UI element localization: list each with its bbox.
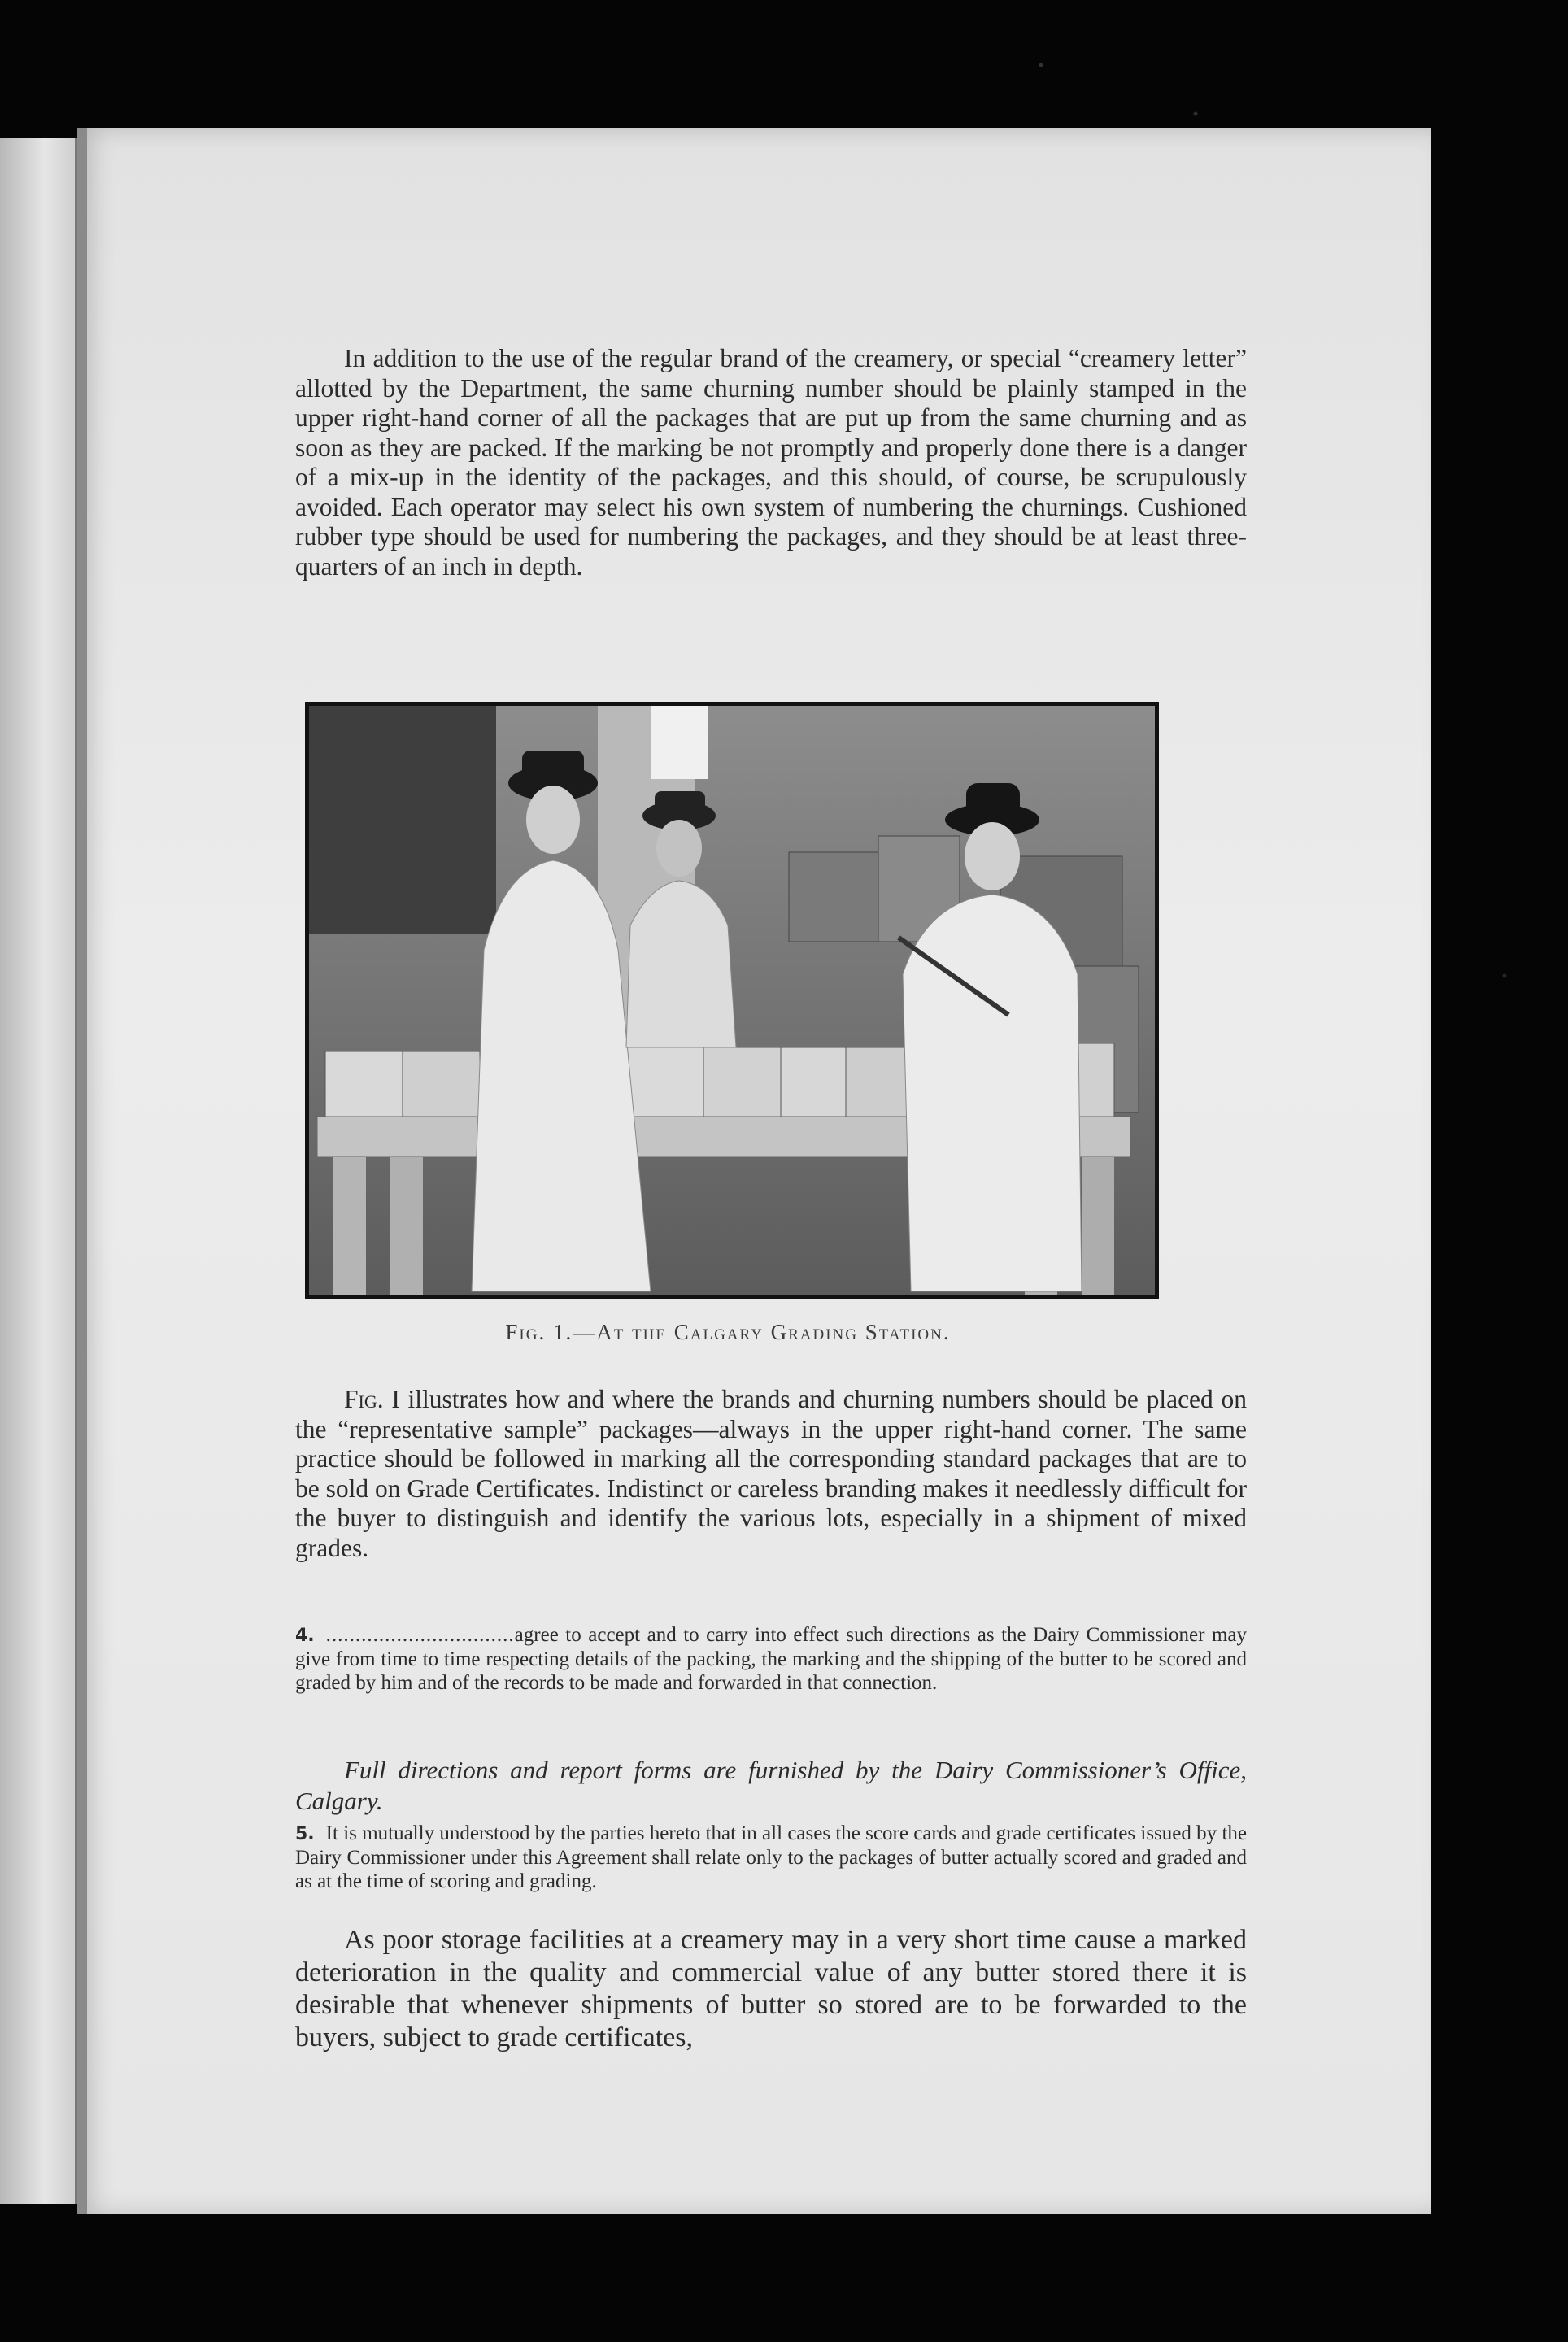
- grading-station-photo: [309, 706, 1155, 1295]
- clause-4-number: 4.: [295, 1626, 315, 1646]
- clause-5-text: It is mutually understood by the parties hereto that in all cases the score cards and grade certificates issued by the Dairy Commissioner under this Agreement shall relate only to the packages of butter actually scored and graded and as at the time of scoring and grading.: [295, 1822, 1247, 1892]
- paragraph-1: In addition to the use of the regular brand of the creamery, or special “creamery letter” allotted by the Department, the same churning number should be plainly stamped in the upper right-hand corner of all the packages that are put up from the same churning and as soon as they are packed. If the marking be not promptly and properly done there is a danger of a mix-up in the identity of the packages, and this should, of course, be scrupulously avoided. Each operator may select his own system of numbering the churnings. Cushioned rubber type should be used for numbering the packages, and they should be at least three-quarters of an inch in depth.: [295, 344, 1247, 581]
- facing-page-edge: [0, 138, 77, 2204]
- clause-4-blank: ................................: [325, 1624, 515, 1646]
- clause-4-text: agree to accept and to carry into effect such directions as the Dairy Commissioner may give from time to time respecting details of the packing, the marking and the shipping of the butter to be scored and graded by him and of the records to be made and forwarded in that connection.: [295, 1624, 1247, 1694]
- clause-4: [295, 1623, 1247, 1695]
- italic-note: Full directions and report forms are furnished by the Dairy Commissioner’s Office, Calgary.: [295, 1756, 1247, 1815]
- figure-photograph: [305, 702, 1159, 1299]
- page-gutter: [77, 128, 87, 2214]
- paragraph-2: [295, 1385, 1247, 1563]
- clause-5: [295, 1822, 1247, 1893]
- figure-reference: Fig. I: [344, 1385, 400, 1413]
- book-page: [77, 128, 1431, 2214]
- figure-caption: Fig. 1.—At the Calgary Grading Station.: [505, 1320, 951, 1344]
- clause-5-number: 5.: [295, 1824, 315, 1844]
- paragraph-3: As poor storage facilities at a creamery may in a very short time cause a marked deterioration in the quality and commercial value of any butter stored there it is desirable that whenever shipments of butter so stored are to be forwarded to the buyers, subject to grade certificates,: [295, 1925, 1247, 2053]
- paragraph-2-text: illustrates how and where the brands and churning numbers should be placed on the “representative sample” packages—always in the upper right-hand corner. The same practice should be followed in marking all the corresponding standard packages that are to be sold on Grade Certificates. Indistinct or careless branding makes it needlessly difficult for the buyer to distinguish and identify the various lots, especially in a shipment of mixed grades.: [295, 1385, 1247, 1562]
